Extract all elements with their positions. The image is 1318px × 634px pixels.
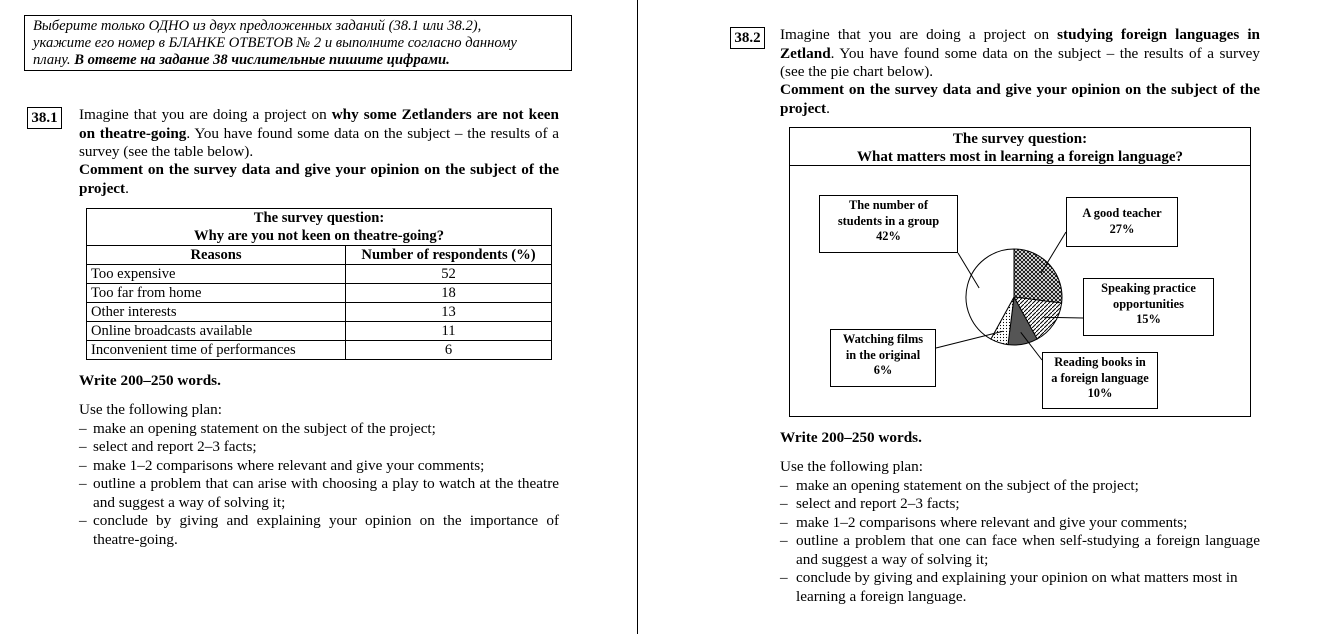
task1-intro: Imagine that you are doing a project on why some Zetlanders are not keen on theatre-going. You have found some data on the subject – the results of a survey (see the table below). bbox=[79, 106, 559, 160]
plan-intro: Use the following plan: bbox=[79, 401, 222, 418]
reason-cell: Online broadcasts available bbox=[87, 322, 346, 341]
reason-cell: Inconvenient time of performances bbox=[87, 341, 346, 360]
instructions-line-2: укажите его номер в БЛАНКЕ ОТВЕТОВ № 2 и выполните согласно данному bbox=[33, 35, 517, 51]
callout-group-size: The number of students in a group 42% bbox=[819, 195, 958, 253]
column-header-respondents: Number of respondents (%) bbox=[346, 246, 552, 265]
instructions-line-3: плану. В ответе на задание 38 числительные пишите цифрами. bbox=[33, 52, 450, 68]
task2-comment: Comment on the survey data and give your opinion on the subject of the project. bbox=[780, 81, 1260, 117]
reason-cell: Too expensive bbox=[87, 265, 346, 284]
value-cell: 18 bbox=[346, 284, 552, 303]
value-cell: 11 bbox=[346, 322, 552, 341]
value-cell: 13 bbox=[346, 303, 552, 322]
task1-comment: Comment on the survey data and give your opinion on the subject of the project. bbox=[79, 161, 559, 197]
task-number-38-1: 38.1 bbox=[27, 107, 62, 129]
reason-cell: Too far from home bbox=[87, 284, 346, 303]
chart-title: The survey question: bbox=[952, 131, 1088, 147]
callout-good-teacher: A good teacher 27% bbox=[1066, 197, 1178, 247]
plan-item: – outline a problem that one can face when self-studying a foreign language and suggest a way of solving it; bbox=[780, 532, 1260, 568]
chart-subtitle: What matters most in learning a foreign language? bbox=[857, 149, 1183, 165]
plan-item: – make 1–2 comparisons where relevant and give your comments; bbox=[780, 513, 1188, 531]
plan-item: – make an opening statement on the subject of the project; bbox=[780, 476, 1139, 494]
callout-speaking-practice: Speaking practice opportunities 15% bbox=[1083, 278, 1214, 336]
plan-item: – select and report 2–3 facts; bbox=[780, 495, 960, 512]
plan-item: – select and report 2–3 facts; bbox=[79, 438, 257, 455]
callout-reading-books: Reading books in a foreign language 10% bbox=[1042, 352, 1158, 409]
plan-item: – make 1–2 comparisons where relevant and give your comments; bbox=[79, 456, 485, 474]
task2-word-count: Write 200–250 words. bbox=[780, 429, 922, 446]
plan-item: – outline a problem that can arise with choosing a play to watch at the theatre and suggest a way of solving it; bbox=[79, 475, 559, 511]
task2-intro: Imagine that you are doing a project on studying foreign languages in Zetland. You have found some data on the subject – the results of a survey (see the pie chart below). bbox=[780, 26, 1261, 80]
plan-item: – conclude by giving and explaining your opinion on the importance of theatre-going. bbox=[79, 512, 559, 548]
leader-line bbox=[1041, 232, 1066, 273]
reason-cell: Other interests bbox=[87, 303, 346, 322]
task-number-38-2: 38.2 bbox=[730, 27, 765, 49]
plan-item: – make an opening statement on the subject of the project; bbox=[79, 419, 436, 437]
pie-slice-good-teacher bbox=[1014, 249, 1062, 303]
column-header-reasons: Reasons bbox=[87, 246, 346, 265]
callout-watching-films: Watching films in the original 6% bbox=[830, 329, 936, 387]
instructions-line-1: Выберите только ОДНО из двух предложенных заданий (38.1 или 38.2), bbox=[33, 18, 482, 34]
value-cell: 52 bbox=[346, 265, 552, 284]
table-question-title: The survey question: bbox=[253, 210, 385, 226]
task2-plan bbox=[780, 458, 1260, 606]
plan-item: – conclude by giving and explaining your opinion on what matters most in learning a foreign language. bbox=[780, 569, 1238, 605]
value-cell: 6 bbox=[346, 341, 552, 360]
plan-intro: Use the following plan: bbox=[780, 458, 923, 475]
task1-word-count: Write 200–250 words. bbox=[79, 372, 221, 389]
table-question-text: Why are you not keen on theatre-going? bbox=[194, 228, 444, 244]
